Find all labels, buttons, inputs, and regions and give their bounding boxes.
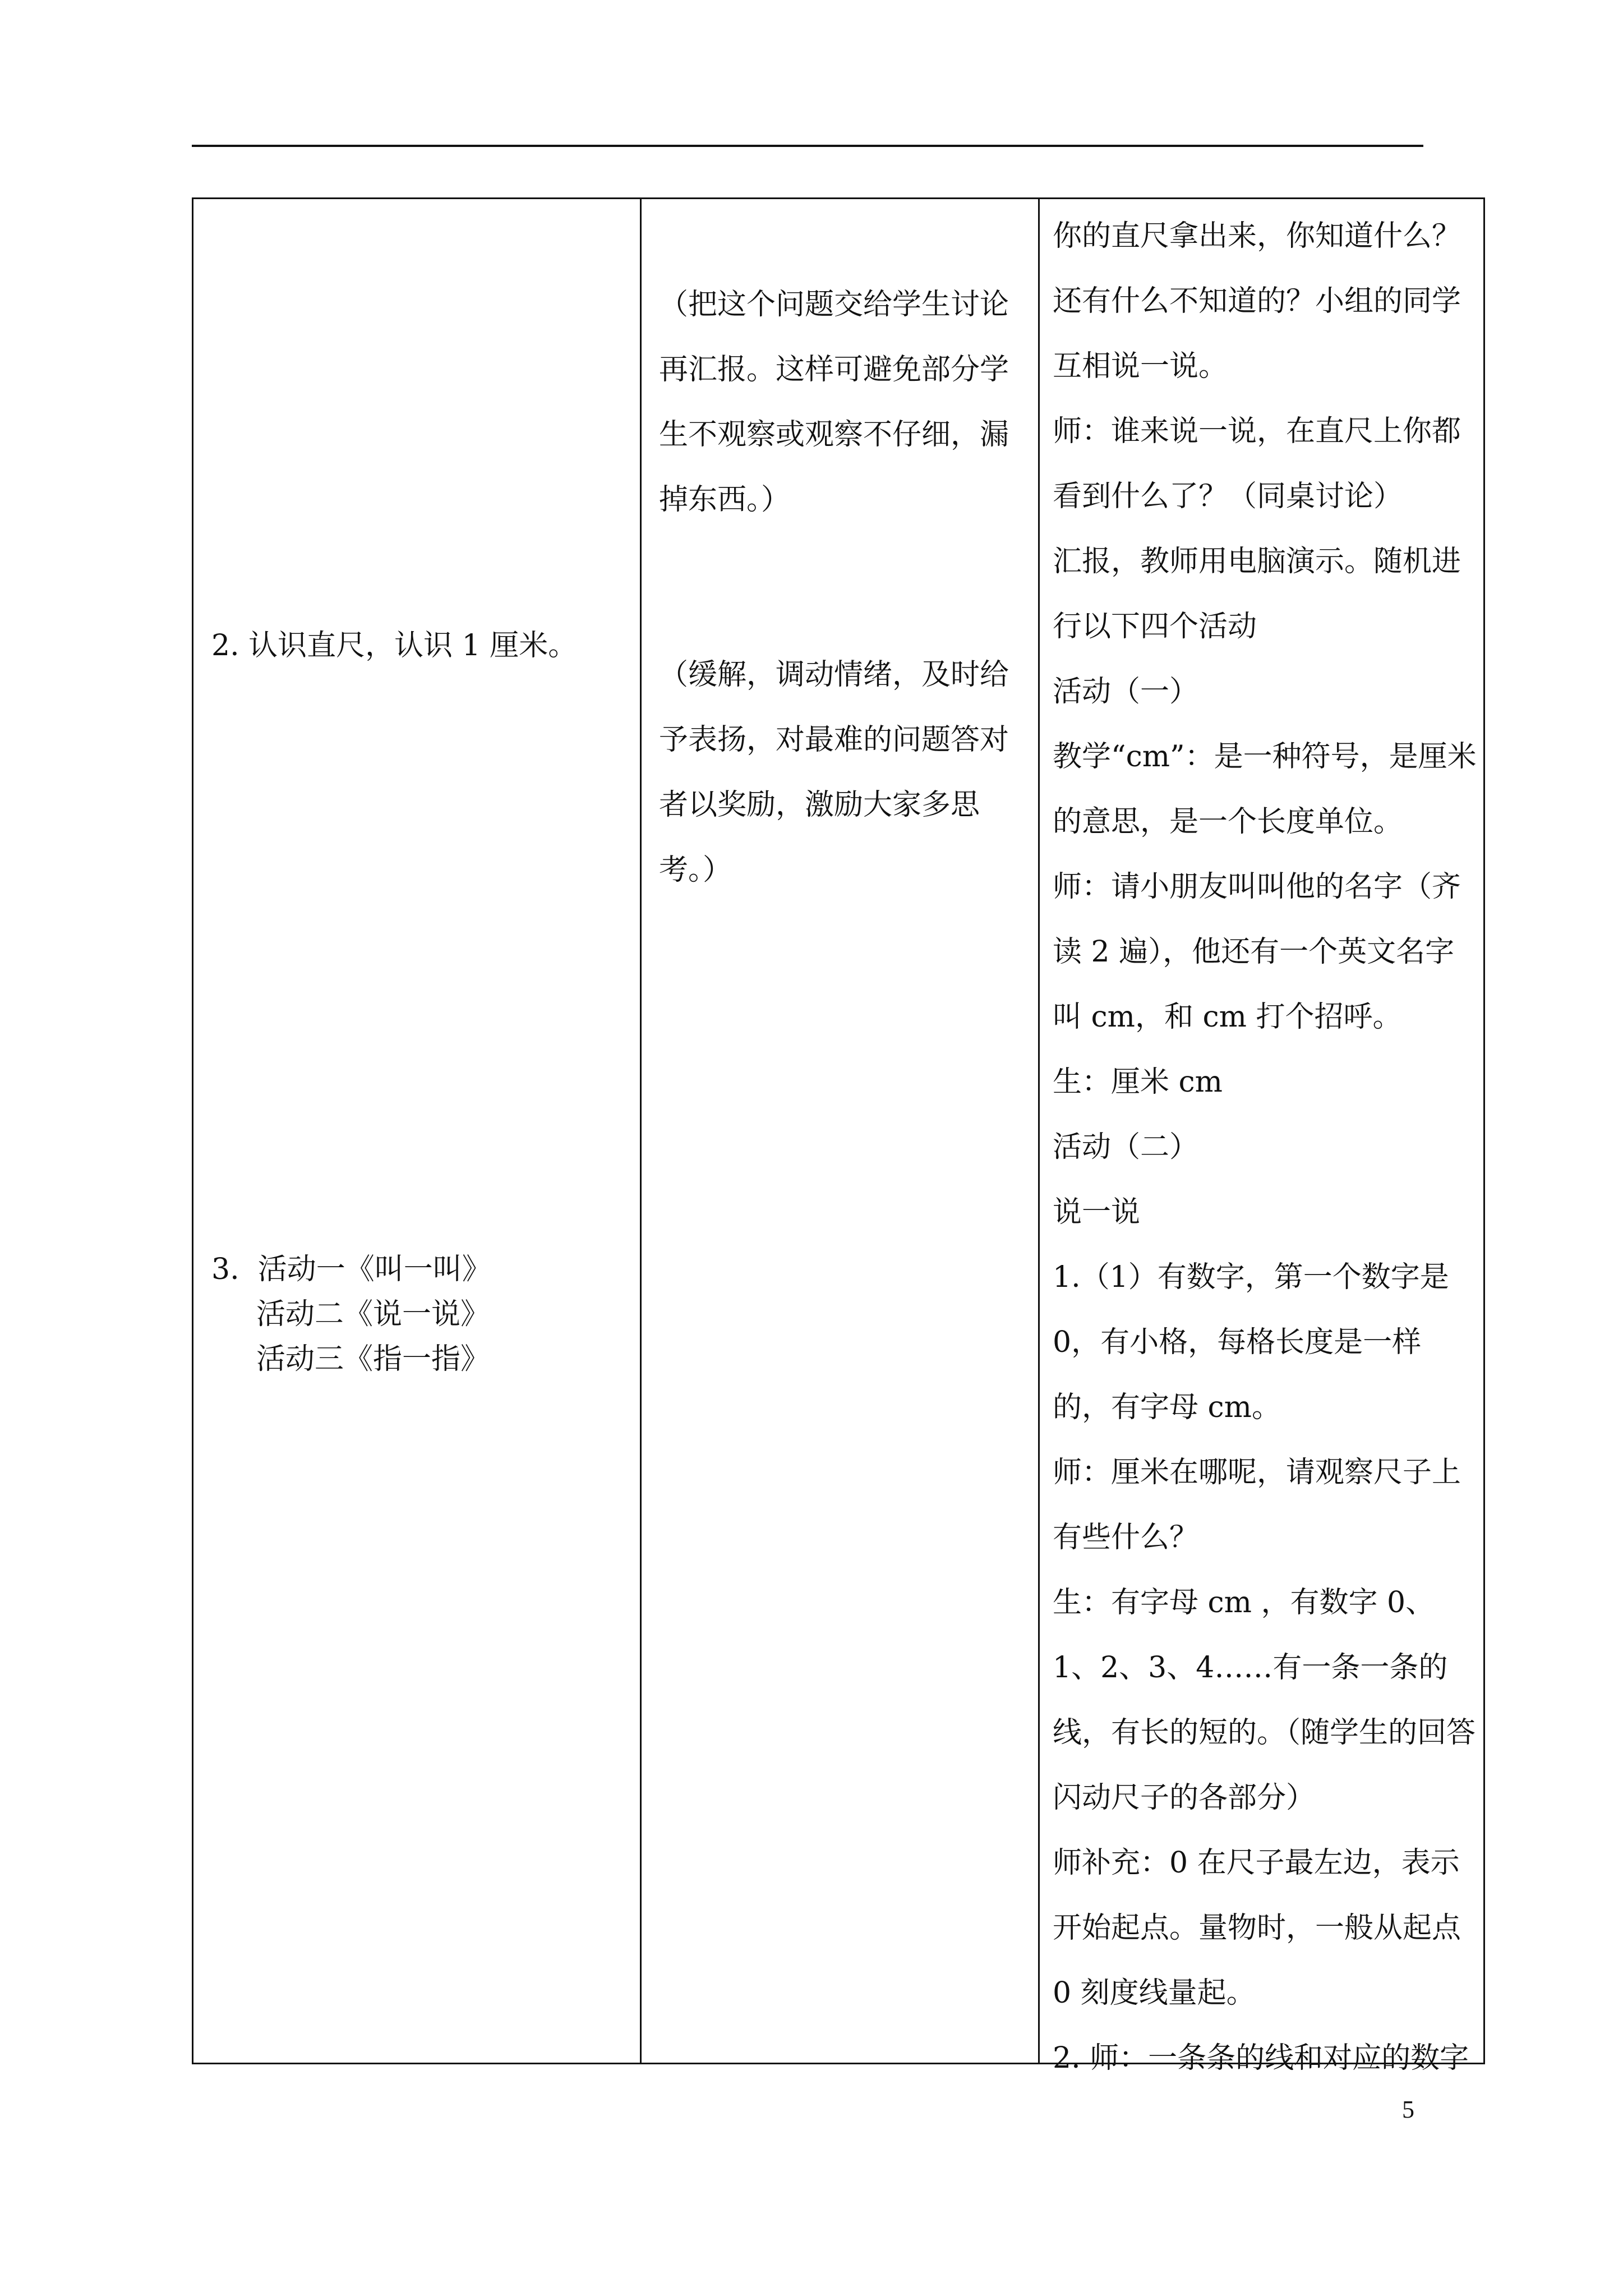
- activity-1-label: 活动一《叫一叫》: [257, 1253, 491, 1286]
- process-paragraph: 你的直尺拿出来，你知道什么？还有什么不知道的？小组的同学互相说一说。: [1053, 219, 1461, 383]
- process-paragraph: 汇报，教师用电脑演示。随机进行以下四个活动: [1053, 545, 1461, 643]
- process-paragraph: 师：厘米在哪呢，请观察尺子上有些什么？: [1053, 1456, 1461, 1554]
- design-note-2: [659, 642, 1023, 903]
- design-note-1: [659, 272, 1023, 532]
- design-note-2-text: （缓解，调动情绪，及时给予表扬，对最难的问题答对者以奖励，激励大家多思考。）: [659, 658, 1009, 887]
- step-2-cell: [211, 623, 626, 668]
- process-paragraph: 师：谁来说一说，在直尺上你都看到什么了？（同桌讨论）: [1053, 415, 1461, 513]
- process-paragraph: 生：厘米 cm: [1053, 1065, 1223, 1099]
- step-3-number: 3.: [211, 1253, 239, 1286]
- process-paragraph: 师：请小朋友叫叫他的名字（齐读 2 遍），他还有一个英文名字叫 cm，和 cm 打个招呼。: [1053, 870, 1461, 1034]
- header-rule: [192, 145, 1423, 147]
- process-paragraph: 师补充：0 在尺子最左边，表示开始起点。量物时，一般从起点 0 刻度线量起。: [1053, 1846, 1461, 2010]
- activity-3-label: 活动三《指一指》: [256, 1342, 490, 1376]
- step-2-text: 2. 认识直尺，认识 1 厘米。: [211, 629, 578, 662]
- process-paragraph: 1.（1）有数字，第一个数字是 0，有小格，每格长度是一样的，有字母 cm。: [1053, 1260, 1449, 1424]
- process-paragraph: 活动（二）: [1053, 1130, 1199, 1164]
- process-paragraph: 教学“cm”：是一种符号，是厘米的意思，是一个长度单位。: [1053, 740, 1477, 839]
- teaching-process-cell: [1053, 204, 1479, 2091]
- process-paragraph: 说一说: [1053, 1195, 1141, 1229]
- step-3-line-1: [211, 1247, 626, 1292]
- activity-2-label: 活动二《说一说》: [256, 1297, 490, 1331]
- design-note-1-text: （把这个问题交给学生讨论再汇报。这样可避免部分学生不观察或观察不仔细，漏掉东西。）: [659, 288, 1009, 517]
- column-divider-2: [1038, 199, 1040, 2063]
- lesson-plan-table: [192, 197, 1485, 2075]
- column-divider-1: [640, 199, 642, 2063]
- page-number: 5: [1402, 2096, 1414, 2123]
- process-paragraph: 2. 师：一条条的线和对应的数字: [1053, 2041, 1469, 2075]
- process-paragraph: 活动（一）: [1053, 675, 1199, 708]
- step-3-cell: [211, 1247, 626, 1382]
- process-paragraph: 生：有字母 cm ，有数字 0、1、2、3、4……有一条一条的线，有长的短的。（随学生的回答闪动尺子的各部分）: [1053, 1586, 1476, 1815]
